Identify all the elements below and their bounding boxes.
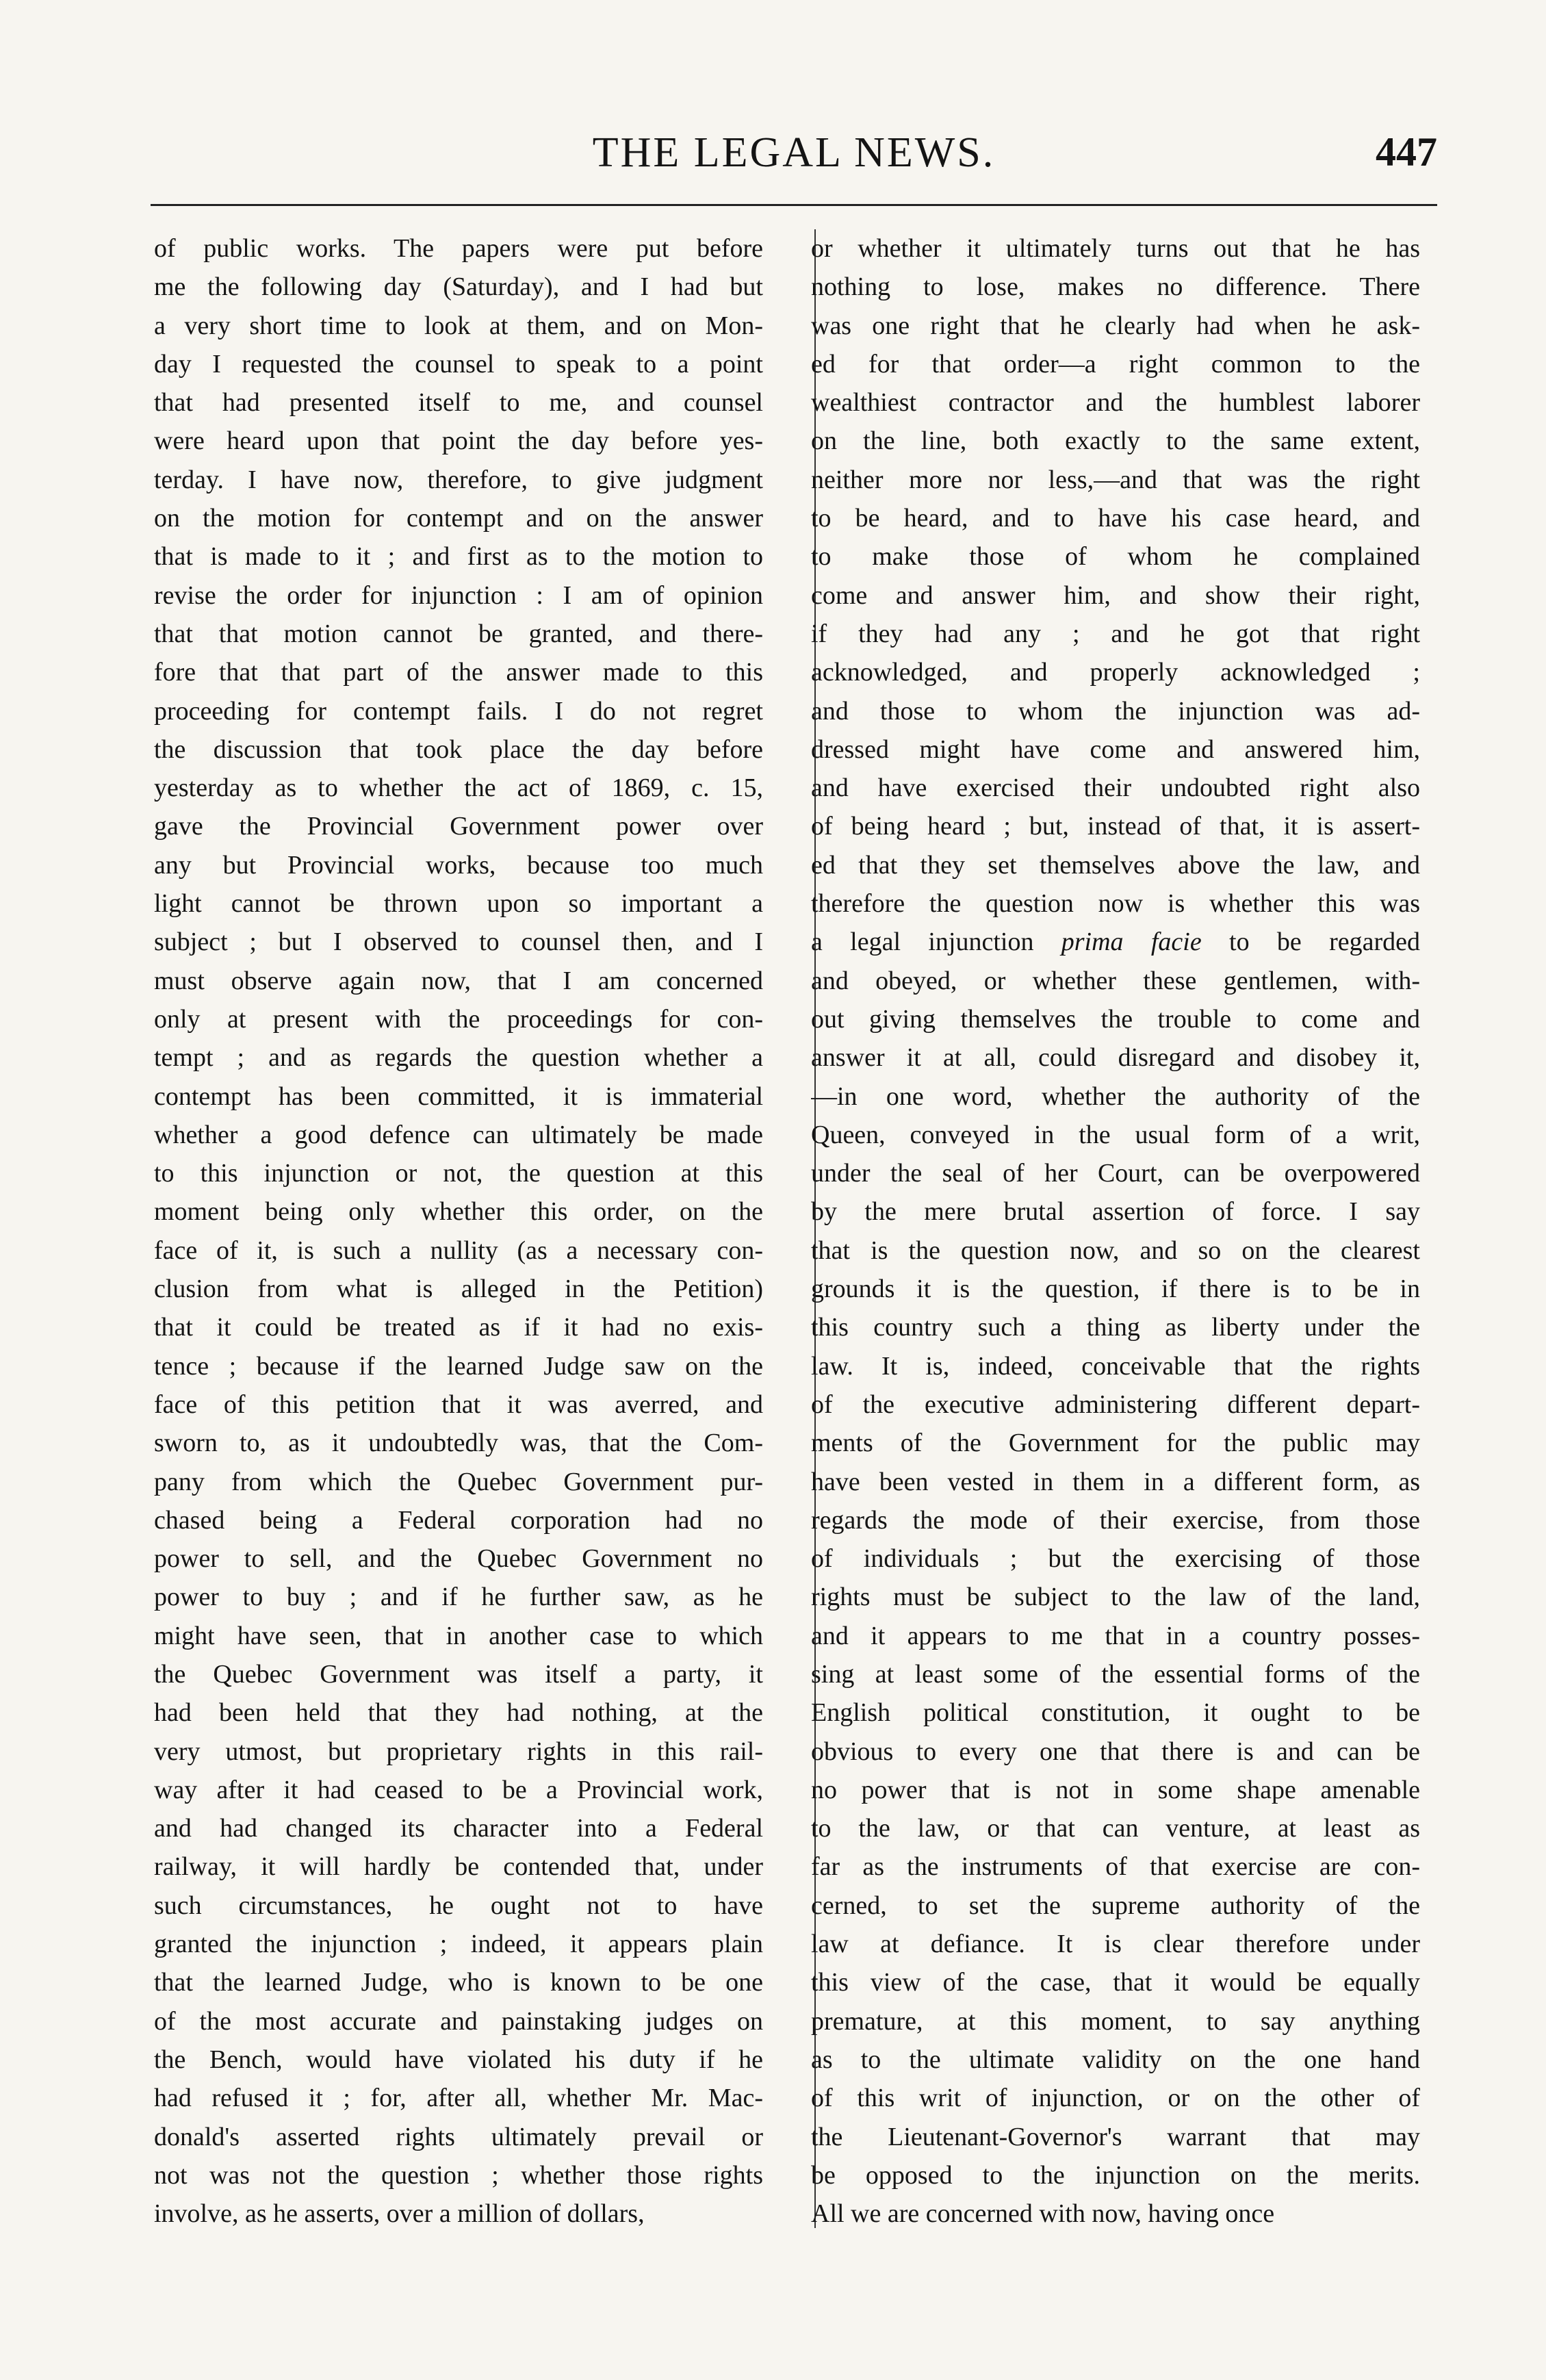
- text-line: that had presented itself to me, and counsel: [154, 388, 763, 418]
- text-line: far as the instruments of that exercise are con-: [811, 1852, 1420, 1882]
- text-line: no power that is not in some shape amenable: [811, 1775, 1420, 1804]
- text-line: me the following day (Saturday), and I had but: [154, 272, 763, 302]
- left-column: [154, 229, 763, 2233]
- right-column: [811, 229, 1420, 2233]
- text-line: was one right that he clearly had when he ask-: [811, 311, 1420, 340]
- text-line: involve, as he asserts, over a million of dollars,: [154, 2199, 645, 2229]
- text-line: had been held that they had nothing, at the: [154, 1698, 763, 1728]
- text-line: that it could be treated as if it had no exis-: [154, 1313, 763, 1342]
- text-line: acknowledged, and properly acknowledged ;: [811, 658, 1420, 687]
- text-line: premature, at this moment, to say anything: [811, 2006, 1420, 2036]
- text-line: rights must be subject to the law of the land,: [811, 1583, 1420, 1612]
- text-line: this country such a thing as liberty under the: [811, 1313, 1420, 1342]
- text-line: granted the injunction ; indeed, it appears plain: [154, 1930, 763, 1959]
- text-line: regards the mode of their exercise, from those: [811, 1505, 1420, 1535]
- text-line: grounds it is the question, if there is to be in: [811, 1275, 1420, 1304]
- text-line: to make those of whom he complained: [811, 542, 1420, 572]
- text-line: obvious to every one that there is and can be: [811, 1737, 1420, 1766]
- text-line: chased being a Federal corporation had no: [154, 1505, 763, 1535]
- text-line: proceeding for contempt fails. I do not regret: [154, 696, 763, 726]
- text-line: All we are concerned with now, having once: [811, 2199, 1275, 2229]
- text-line: face of it, is such a nullity (as a necessary con-: [154, 1236, 763, 1265]
- text-line: a very short time to look at them, and on Mon-: [154, 311, 763, 340]
- text-line: whether a good defence can ultimately be made: [154, 1120, 763, 1149]
- text-line: that is the question now, and so on the clearest: [811, 1236, 1420, 1265]
- text-line: fore that that part of the answer made to this: [154, 658, 763, 687]
- text-line: neither more nor less,—and that was the right: [811, 465, 1420, 494]
- text-line: be opposed to the injunction on the merits.: [811, 2160, 1420, 2190]
- text-line: revise the order for injunction : I am of opinion: [154, 580, 763, 610]
- text-line: law at defiance. It is clear therefore under: [811, 1930, 1420, 1959]
- text-line: or whether it ultimately turns out that he has: [811, 234, 1420, 263]
- text-line: and had changed its character into a Federal: [154, 1814, 763, 1843]
- text-line: as to the ultimate validity on the one hand: [811, 2045, 1420, 2074]
- text-line: railway, it will hardly be contended that, under: [154, 1852, 763, 1882]
- text-line: terday. I have now, therefore, to give judgment: [154, 465, 763, 494]
- text-line: the Bench, would have violated his duty if he: [154, 2045, 763, 2074]
- text-line: very utmost, but proprietary rights in this rail-: [154, 1737, 763, 1766]
- header-rule: [151, 204, 1437, 206]
- text-line: subject ; but I observed to counsel then, and I: [154, 927, 763, 957]
- text-line: power to buy ; and if he further saw, as he: [154, 1583, 763, 1612]
- page-number: 447: [1376, 129, 1437, 175]
- text-line: out giving themselves the trouble to come and: [811, 1004, 1420, 1034]
- text-line: ed that they set themselves above the law, and: [811, 850, 1420, 880]
- text-line: come and answer him, and show their right,: [811, 580, 1420, 610]
- text-line: gave the Provincial Government power over: [154, 812, 763, 841]
- text-line: and those to whom the injunction was ad-: [811, 696, 1420, 726]
- text-line: —in one word, whether the authority of the: [811, 1082, 1420, 1111]
- page-header: [151, 122, 1437, 183]
- text-line: light cannot be thrown upon so important a: [154, 889, 763, 919]
- text-line: such circumstances, he ought not to have: [154, 1891, 763, 1920]
- text-line: that the learned Judge, who is known to be one: [154, 1968, 763, 1997]
- text-line: dressed might have come and answered him,: [811, 734, 1420, 764]
- text-line: and it appears to me that in a country posses-: [811, 1621, 1420, 1650]
- running-title: THE LEGAL NEWS.: [592, 129, 996, 176]
- text-line: of public works. The papers were put before: [154, 234, 763, 263]
- text-line: the Lieutenant-Governor's warrant that may: [811, 2122, 1420, 2151]
- text-line: contempt has been committed, it is immaterial: [154, 1082, 763, 1111]
- text-line: donald's asserted rights ultimately prevail or: [154, 2122, 763, 2151]
- text-line: of individuals ; but the exercising of those: [811, 1544, 1420, 1574]
- text-line: Queen, conveyed in the usual form of a writ,: [811, 1120, 1420, 1149]
- text-line: of the most accurate and painstaking judges on: [154, 2006, 763, 2036]
- text-line: and have exercised their undoubted right also: [811, 773, 1420, 803]
- text-line: yesterday as to whether the act of 1869, c. 15,: [154, 773, 763, 803]
- text-line: only at present with the proceedings for con-: [154, 1004, 763, 1034]
- text-line: tempt ; and as regards the question whether a: [154, 1043, 763, 1073]
- text-line: of this writ of injunction, or on the other of: [811, 2084, 1420, 2113]
- text-line: clusion from what is alleged in the Petition): [154, 1275, 763, 1304]
- text-line: cerned, to set the supreme authority of the: [811, 1891, 1420, 1920]
- text-line: wealthiest contractor and the humblest laborer: [811, 388, 1420, 418]
- text-line: that that motion cannot be granted, and there-: [154, 619, 763, 648]
- text-line: not was not the question ; whether those rights: [154, 2160, 763, 2190]
- text-line: therefore the question now is whether this was: [811, 889, 1420, 919]
- text-line: this view of the case, that it would be equally: [811, 1968, 1420, 1997]
- text-line: moment being only whether this order, on the: [154, 1197, 763, 1227]
- text-line: were heard upon that point the day before yes-: [154, 426, 763, 456]
- text-line: pany from which the Quebec Government pur-: [154, 1467, 763, 1496]
- text-line: have been vested in them in a different form, as: [811, 1467, 1420, 1496]
- text-line: might have seen, that in another case to which: [154, 1621, 763, 1650]
- text-line: had refused it ; for, after all, whether Mr. Mac-: [154, 2084, 763, 2113]
- text-line: a legal injunction prima facie to be regarded: [811, 927, 1420, 957]
- text-line: to the law, or that can venture, at least as: [811, 1814, 1420, 1843]
- text-line: way after it had ceased to be a Provincial work,: [154, 1775, 763, 1804]
- text-columns: [154, 229, 1447, 2283]
- text-line: to be heard, and to have his case heard, and: [811, 504, 1420, 533]
- text-line: sing at least some of the essential forms of the: [811, 1659, 1420, 1689]
- text-line: power to sell, and the Quebec Government no: [154, 1544, 763, 1574]
- text-line: that is made to it ; and first as to the motion to: [154, 542, 763, 572]
- text-line: face of this petition that it was averred, and: [154, 1390, 763, 1419]
- text-line: answer it at all, could disregard and disobey it,: [811, 1043, 1420, 1073]
- text-line: any but Provincial works, because too much: [154, 850, 763, 880]
- text-line: if they had any ; and he got that right: [811, 619, 1420, 648]
- text-line: and obeyed, or whether these gentlemen, with-: [811, 966, 1420, 995]
- text-line: law. It is, indeed, conceivable that the rights: [811, 1351, 1420, 1381]
- text-line: on the motion for contempt and on the answer: [154, 504, 763, 533]
- text-line: to this injunction or not, the question at this: [154, 1159, 763, 1188]
- text-line: of being heard ; but, instead of that, it is assert-: [811, 812, 1420, 841]
- text-line: ed for that order—a right common to the: [811, 349, 1420, 379]
- text-line: by the mere brutal assertion of force. I say: [811, 1197, 1420, 1227]
- text-line: the Quebec Government was itself a party, it: [154, 1659, 763, 1689]
- text-line: day I requested the counsel to speak to a point: [154, 349, 763, 379]
- text-line: sworn to, as it undoubtedly was, that the Com-: [154, 1429, 763, 1458]
- text-line: nothing to lose, makes no difference. There: [811, 272, 1420, 302]
- text-line: under the seal of her Court, can be overpowered: [811, 1159, 1420, 1188]
- text-line: ments of the Government for the public may: [811, 1429, 1420, 1458]
- text-line: tence ; because if the learned Judge saw on the: [154, 1351, 763, 1381]
- text-line: English political constitution, it ought to be: [811, 1698, 1420, 1728]
- text-line: must observe again now, that I am concerned: [154, 966, 763, 995]
- text-line: of the executive administering different depart-: [811, 1390, 1420, 1419]
- text-line: on the line, both exactly to the same extent,: [811, 426, 1420, 456]
- text-line: the discussion that took place the day before: [154, 734, 763, 764]
